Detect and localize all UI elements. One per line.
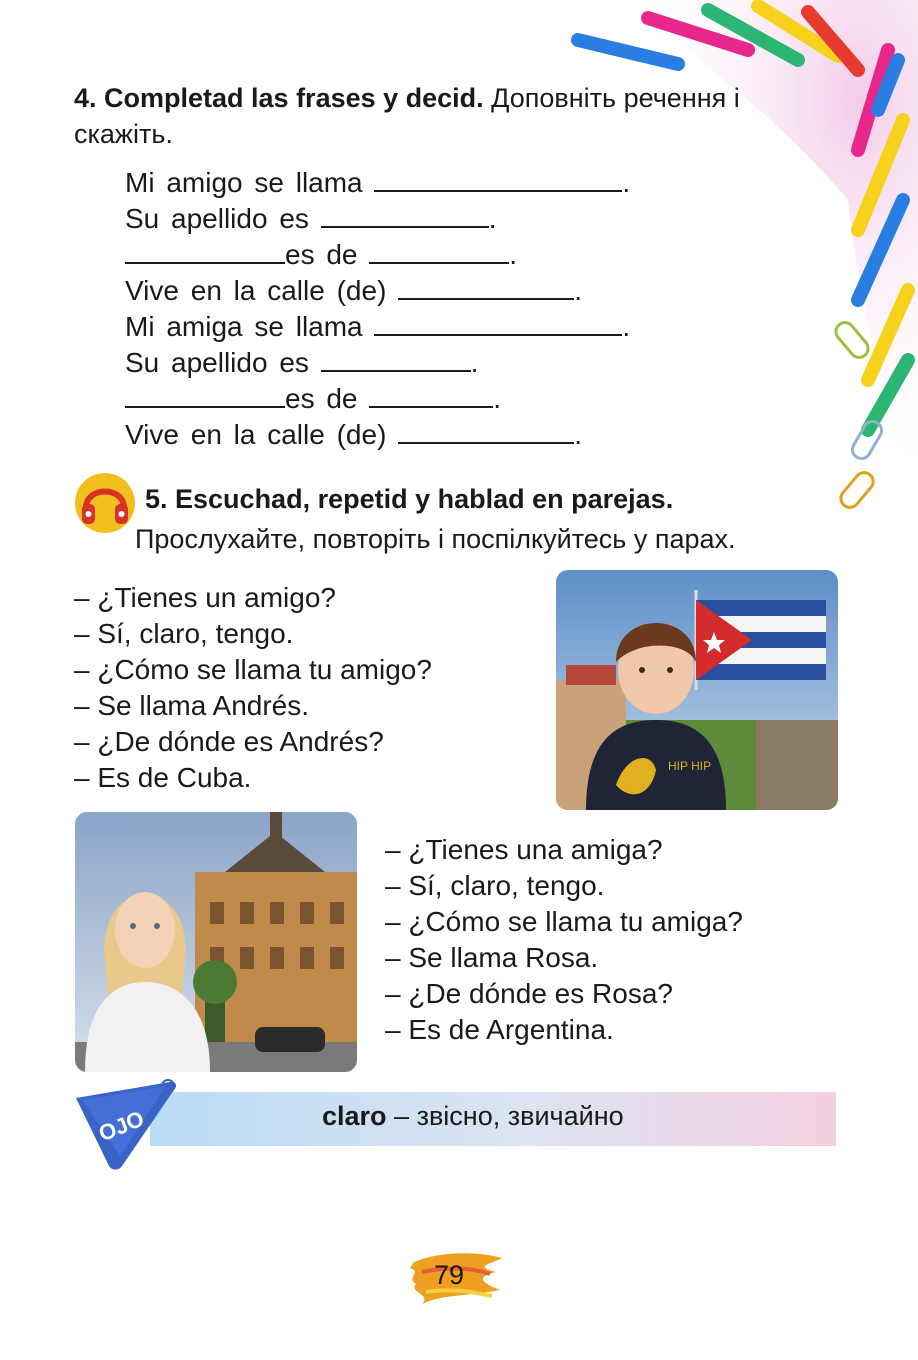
photo-girl-argentina <box>75 812 357 1072</box>
sentence-text: es de <box>285 383 370 414</box>
dialog-line: – Sí, claro, tengo. <box>74 618 294 649</box>
page-number: 79 <box>433 1260 465 1290</box>
dialog-line: – ¿Tienes una amiga? <box>385 834 663 865</box>
sentence-text: . <box>488 203 497 234</box>
ojo-badge-label: OJO <box>95 1105 148 1147</box>
fill-blank[interactable] <box>369 380 493 408</box>
dialog-line: – ¿Cómo se llama tu amiga? <box>385 906 743 937</box>
sentence-line <box>125 200 630 236</box>
sentence-line <box>125 416 630 452</box>
sentence-text: Mi amiga se llama <box>125 311 375 342</box>
ojo-word: claro <box>322 1101 387 1131</box>
ojo-note-text <box>322 1101 624 1132</box>
headphones-icon[interactable] <box>74 472 136 534</box>
fill-blank[interactable] <box>374 164 622 192</box>
dialog-rosa <box>385 832 743 1048</box>
sentence-text: Vive en la calle (de) <box>125 275 399 306</box>
dialog-line: – Es de Cuba. <box>74 762 252 793</box>
task5-subheading: Прослухайте, повторіть і поспілкуйтесь у парах. <box>135 524 736 554</box>
dialog-line: – ¿De dónde es Rosa? <box>385 978 673 1009</box>
sentence-text: Su apellido es <box>125 347 321 378</box>
fill-blank[interactable] <box>125 236 285 264</box>
dialog-line: – Sí, claro, tengo. <box>385 870 605 901</box>
fill-blank[interactable] <box>321 344 471 372</box>
shirt-label: HIP HIP <box>668 759 712 773</box>
sentence-text: . <box>622 167 631 198</box>
sentence-text: Vive en la calle (de) <box>125 419 399 450</box>
sentence-line <box>125 164 630 200</box>
dialog-line: – ¿De dónde es Andrés? <box>74 726 384 757</box>
sentence-text: es de <box>285 239 370 270</box>
sentence-text: . <box>493 383 502 414</box>
dialog-andres <box>74 580 432 796</box>
sentence-text: . <box>574 419 582 450</box>
dialog-line: – ¿Cómo se llama tu amigo? <box>74 654 432 685</box>
dialog-line: – Se llama Rosa. <box>385 942 599 973</box>
task4-heading <box>74 80 844 152</box>
fill-blank[interactable] <box>374 308 622 336</box>
sentence-text: . <box>509 239 518 270</box>
dialog-line: – ¿Tienes un amigo? <box>74 582 336 613</box>
fill-blank[interactable] <box>321 200 489 228</box>
task5-heading: 5. Escuchad, repetid y hablad en parejas. <box>145 484 674 514</box>
sentence-text: . <box>574 275 582 306</box>
sentence-text: Mi amigo se llama <box>125 167 375 198</box>
fill-blank[interactable] <box>398 416 574 444</box>
sentence-text: . <box>622 311 631 342</box>
ojo-badge-icon <box>70 1076 182 1172</box>
fill-blank[interactable] <box>369 236 509 264</box>
sentence-text: Su apellido es <box>125 203 321 234</box>
sentence-line <box>125 272 630 308</box>
photo-boy-cuba <box>556 570 838 810</box>
sentence-line <box>125 344 630 380</box>
dialog-line: – Se llama Andrés. <box>74 690 310 721</box>
fill-blank[interactable] <box>125 380 285 408</box>
dialog-line: – Es de Argentina. <box>385 1014 614 1045</box>
task4-title-es: 4. Completad las frases y decid. <box>74 83 484 113</box>
sentence-line <box>125 236 630 272</box>
ojo-translation: – звісно, звичайно <box>386 1101 624 1131</box>
task4-sentences <box>125 164 630 452</box>
sentence-line <box>125 308 630 344</box>
fill-blank[interactable] <box>398 272 574 300</box>
task4-title-uk: Доповніть речення і скажіть. <box>74 83 740 149</box>
sentence-text: . <box>470 347 479 378</box>
sentence-line <box>125 380 630 416</box>
